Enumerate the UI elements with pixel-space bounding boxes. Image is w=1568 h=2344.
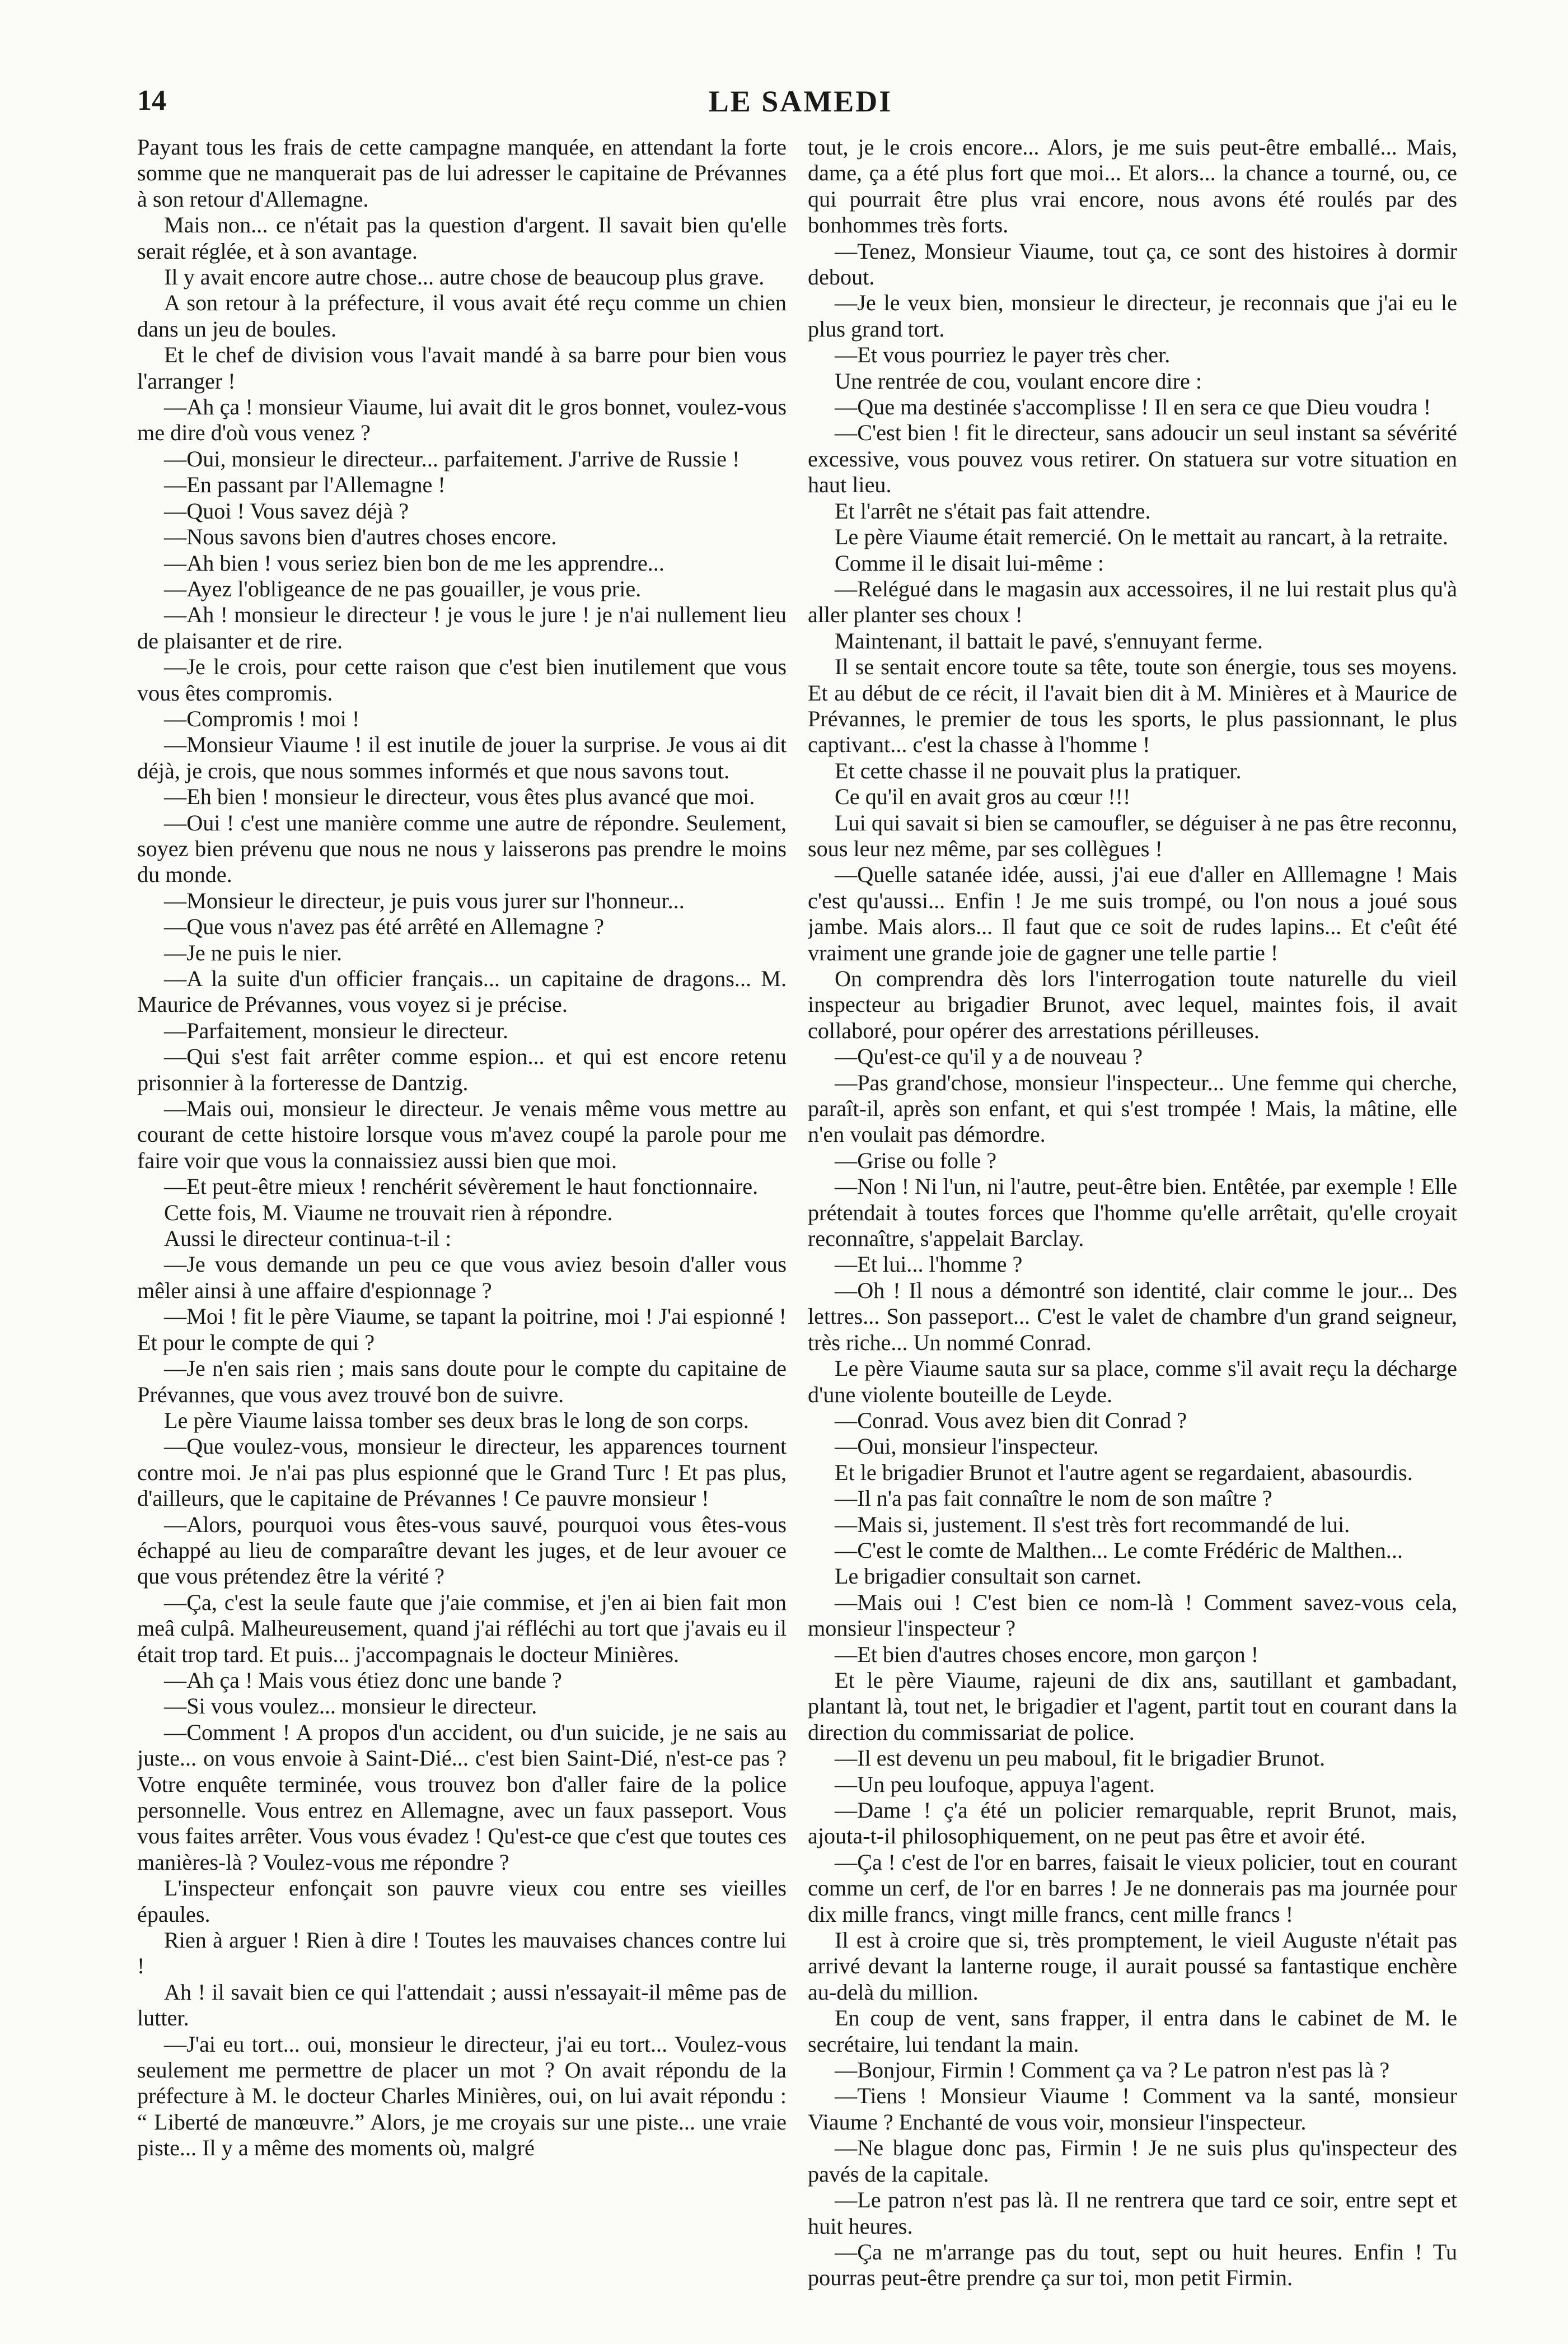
paragraph: —Il n'a pas fait connaître le nom de son maître ?	[835, 1486, 1272, 1511]
paragraph: —Dame ! ç'a été un policier remarquable, reprit Brunot, mais, ajouta-t-il philosophiquement, on ne peut pas être et avoir été.	[808, 1797, 1457, 1849]
paragraph: Il se sentait encore toute sa tête, toute son énergie, tous ses moyens. Et au début de ce récit, il l'avait bien dit à M. Minières et à Maurice de Prévannes, le premier de tous les sports, le plus passionnant, le plus captivant... c'est la chasse à l'homme !	[808, 654, 1457, 758]
paragraph: —Oui ! c'est une manière comme une autre de répondre. Seulement, soyez bien prévenu que nous ne nous y laisserons pas prendre le moins du monde.	[137, 810, 787, 888]
paragraph: —Oui, monsieur le directeur... parfaitement. J'arrive de Russie !	[164, 446, 740, 471]
page-number: 14	[137, 85, 166, 116]
paragraph: —Si vous voulez... monsieur le directeur.	[164, 1693, 537, 1719]
paragraph: —Comment ! A propos d'un accident, ou d'un suicide, je ne sais au juste... on vous envoie à Saint-Dié... c'est bien Saint-Dié, n'est-ce pas ? Votre enquête terminée, vous trouvez bon d'aller faire de la police personnelle. Vous entrez en Allemagne, avec un faux passeport. Vous vous faites arrêter. Vous vous évadez ! Qu'est-ce que c'est que toutes ces manières-là ? Voulez-vous me répondre ?	[137, 1719, 787, 1875]
paragraph: Cette fois, M. Viaume ne trouvait rien à répondre.	[164, 1199, 613, 1225]
paragraph: Et l'arrêt ne s'était pas fait attendre.	[835, 498, 1151, 524]
paragraph: —Un peu loufoque, appuya l'agent.	[835, 1771, 1155, 1797]
paragraph: On comprendra dès lors l'interrogation toute naturelle du vieil inspecteur au brigadier Brunot, avec lequel, maintes fois, il avait collaboré, pour opérer des arrestations périlleuses.	[808, 966, 1457, 1043]
paragraph: Le père Viaume laissa tomber ses deux bras le long de son corps.	[164, 1407, 749, 1433]
paragraph: —C'est le comte de Malthen... Le comte Frédéric de Malthen...	[835, 1537, 1403, 1563]
right-column	[808, 134, 1457, 2296]
paragraph: —Que vous n'avez pas été arrêté en Allemagne ?	[164, 914, 605, 940]
paragraph: —Je le veux bien, monsieur le directeur, je reconnais que j'ai eu le plus grand tort.	[808, 290, 1457, 342]
paragraph: —Oh ! Il nous a démontré son identité, clair comme le jour... Des lettres... Son passeport... C'est le valet de chambre d'un grand seigneur, très riche... Un nommé Conrad.	[808, 1277, 1457, 1355]
paragraph: Mais non... ce n'était pas la question d'argent. Il savait bien qu'elle serait réglée, et à son avantage.	[137, 212, 787, 264]
paragraph: —Que ma destinée s'accomplisse ! Il en sera ce que Dieu voudra !	[835, 394, 1431, 420]
paragraph: —Ça ! c'est de l'or en barres, faisait le vieux policier, tout en courant comme un cerf, de l'or en barres ! Je ne donnerais pas ma journée pour dix mille francs, vingt mille francs, cent mille francs !	[808, 1849, 1457, 1927]
paragraph: Le brigadier consultait son carnet.	[835, 1563, 1141, 1589]
paragraph: Maintenant, il battait le pavé, s'ennuyant ferme.	[835, 628, 1263, 653]
paragraph: —Qui s'est fait arrêter comme espion... et qui est encore retenu prisonnier à la forteresse de Dantzig.	[137, 1044, 787, 1095]
paragraph: —Ah ! monsieur le directeur ! je vous le jure ! je n'ai nullement lieu de plaisanter et de rire.	[137, 602, 787, 653]
paragraph: —Relégué dans le magasin aux accessoires, il ne lui restait plus qu'à aller planter ses choux !	[808, 576, 1457, 628]
paragraph: —Tenez, Monsieur Viaume, tout ça, ce sont des histoires à dormir debout.	[808, 238, 1457, 290]
paragraph: —Nous savons bien d'autres choses encore.	[164, 524, 557, 550]
paragraph: Il y avait encore autre chose... autre chose de beaucoup plus grave.	[164, 264, 765, 290]
paragraph: —Je ne puis le nier.	[164, 940, 343, 965]
paragraph: —Alors, pourquoi vous êtes-vous sauvé, pourquoi vous êtes-vous échappé au lieu de comparaître devant les juges, et de leur avouer ce que vous prétendez être la vérité ?	[137, 1511, 787, 1589]
paragraph: —Grise ou folle ?	[835, 1147, 997, 1173]
paragraph: —Pas grand'chose, monsieur l'inspecteur... Une femme qui cherche, paraît-il, après son enfant, et qui s'est trompée ! Mais, la mâtine, elle n'en voulait pas démordre.	[808, 1070, 1457, 1147]
paragraph: —Qu'est-ce qu'il y a de nouveau ?	[835, 1044, 1143, 1070]
paragraph: Lui qui savait si bien se camoufler, se déguiser à ne pas être reconnu, sous leur nez même, par ses collègues !	[808, 810, 1457, 861]
left-column	[137, 134, 787, 2296]
paragraph: —Ah ça ! monsieur Viaume, lui avait dit le gros bonnet, voulez-vous me dire d'où vous venez ?	[137, 394, 787, 446]
paragraph: Le père Viaume était remercié. On le mettait au rancart, à la retraite.	[835, 524, 1448, 550]
paragraph: —Et peut-être mieux ! renchérit sévèrement le haut fonctionnaire.	[164, 1174, 759, 1199]
paragraph: —Monsieur le directeur, je puis vous jurer sur l'honneur...	[164, 888, 685, 913]
paragraph: Le père Viaume sauta sur sa place, comme s'il avait reçu la décharge d'une violente bouteille de Leyde.	[808, 1356, 1457, 1407]
paragraph: —Mais si, justement. Il s'est très fort recommandé de lui.	[835, 1511, 1350, 1537]
paragraph: —Parfaitement, monsieur le directeur.	[164, 1017, 508, 1043]
paragraph: —Conrad. Vous avez bien dit Conrad ?	[835, 1407, 1187, 1433]
paragraph: —Oui, monsieur l'inspecteur.	[835, 1434, 1099, 1459]
paragraph: —Je le crois, pour cette raison que c'est bien inutilement que vous vous êtes compromis.	[137, 654, 787, 706]
paragraph: —Ayez l'obligeance de ne pas gouailler, je vous prie.	[164, 576, 642, 601]
paragraph: —C'est bien ! fit le directeur, sans adoucir un seul instant sa sévérité excessive, vous pouvez vous retirer. On statuera sur votre situation en haut lieu.	[808, 420, 1457, 498]
paragraph: —Mais oui, monsieur le directeur. Je venais même vous mettre au courant de cette histoire lorsque vous m'avez coupé la parole pour me faire voir que vous la connaissiez aussi bien que moi.	[137, 1096, 787, 1173]
paragraph: —Il est devenu un peu maboul, fit le brigadier Brunot.	[835, 1745, 1326, 1771]
paragraph: —Et bien d'autres choses encore, mon garçon !	[835, 1641, 1259, 1667]
paragraph: En coup de vent, sans frapper, il entra dans le cabinet de M. le secrétaire, lui tendant la main.	[808, 2005, 1457, 2057]
paragraph: Aussi le directeur continua-t-il :	[164, 1226, 452, 1252]
paragraph: —Non ! Ni l'un, ni l'autre, peut-être bien. Entêtée, par exemple ! Elle prétendait à toutes forces que l'homme qu'elle arrêtait, qu'elle croyait reconnaître, s'appelait Barclay.	[808, 1174, 1457, 1252]
paragraph: —Quelle satanée idée, aussi, j'ai eue d'aller en Alllemagne ! Mais c'est qu'aussi... Enfin ! Je me suis trompé, ou l'on nous a joué sous jambe. Mais alors... Il faut que ce soit de rudes lapins... Et c'eût été vraiment une grande joie de gagner une telle partie !	[808, 862, 1457, 965]
paragraph: Une rentrée de cou, voulant encore dire :	[835, 368, 1202, 394]
paragraph: Et le chef de division vous l'avait mandé à sa barre pour bien vous l'arranger !	[137, 342, 787, 394]
paragraph: —Compromis ! moi !	[164, 706, 360, 731]
paragraph: Ah ! il savait bien ce qui l'attendait ; aussi n'essayait-il même pas de lutter.	[137, 1979, 787, 2031]
paragraph: Et le père Viaume, rajeuni de dix ans, sautillant et gambadant, plantant là, tout net, le brigadier et l'agent, partit tout en courant dans la direction du commissariat de police.	[808, 1667, 1457, 1745]
paragraph: —Tiens ! Monsieur Viaume ! Comment va la santé, monsieur Viaume ? Enchanté de vous voir, monsieur l'inspecteur.	[808, 2083, 1457, 2135]
paragraph: Il est à croire que si, très promptement, le vieil Auguste n'était pas arrivé devant la lanterne rouge, il aurait poussé sa fantastique enchère au-delà du million.	[808, 1927, 1457, 2005]
paragraph: —Quoi ! Vous savez déjà ?	[164, 498, 409, 524]
paragraph: —Ça ne m'arrange pas du tout, sept ou huit heures. Enfin ! Tu pourras peut-être prendre ça sur toi, mon petit Firmin.	[808, 2239, 1457, 2291]
paragraph: Et cette chasse il ne pouvait plus la pratiquer.	[835, 758, 1242, 783]
paragraph: —Ah bien ! vous seriez bien bon de me les apprendre...	[164, 550, 664, 576]
paragraph: —Et lui... l'homme ?	[835, 1252, 1023, 1277]
paragraph: —Le patron n'est pas là. Il ne rentrera que tard ce soir, entre sept et huit heures.	[808, 2187, 1457, 2239]
paragraph: —A la suite d'un officier français... un capitaine de dragons... M. Maurice de Prévannes, vous voyez si je précise.	[137, 966, 787, 1017]
paragraph: —Et vous pourriez le payer très cher.	[835, 342, 1171, 368]
paragraph: L'inspecteur enfonçait son pauvre vieux cou entre ses vieilles épaules.	[137, 1875, 787, 1927]
paragraph: Comme il le disait lui-même :	[835, 550, 1104, 576]
paragraph: Ce qu'il en avait gros au cœur !!!	[835, 784, 1131, 810]
paragraph: Et le brigadier Brunot et l'autre agent se regardaient, abasourdis.	[835, 1459, 1413, 1485]
page-header	[137, 84, 1464, 134]
paragraph: —Mais oui ! C'est bien ce nom-là ! Comment savez-vous cela, monsieur l'inspecteur ?	[808, 1589, 1457, 1641]
paragraph: —Ne blague donc pas, Firmin ! Je ne suis plus qu'inspecteur des pavés de la capitale.	[808, 2135, 1457, 2187]
paragraph: —J'ai eu tort... oui, monsieur le directeur, j'ai eu tort... Voulez-vous seulement me permettre de placer un mot ? On avait répondu de la préfecture à M. le docteur Charles Minières, oui, on lui avait répondu : “ Liberté de manœuvre.” Alors, je me croyais sur une piste... une vraie piste... Il y a même des moments où, malgré	[137, 2031, 787, 2161]
paragraph: —En passant par l'Allemagne !	[164, 472, 446, 498]
paragraph: —Monsieur Viaume ! il est inutile de jouer la surprise. Je vous ai dit déjà, je crois, que nous sommes informés et que nous savons tout.	[137, 732, 787, 783]
paragraph: Payant tous les frais de cette campagne manquée, en attendant la forte somme que ne manquerait pas de lui adresser le capitaine de Prévannes à son retour d'Allemagne.	[137, 134, 787, 212]
paragraph: Rien à arguer ! Rien à dire ! Toutes les mauvaises chances contre lui !	[137, 1927, 787, 1979]
paragraph: —Bonjour, Firmin ! Comment ça va ? Le patron n'est pas là ?	[835, 2057, 1390, 2083]
paragraph: —Ah ça ! Mais vous étiez donc une bande ?	[164, 1667, 562, 1693]
paragraph: A son retour à la préfecture, il vous avait été reçu comme un chien dans un jeu de boules.	[137, 290, 787, 342]
paragraph: —Je n'en sais rien ; mais sans doute pour le compte du capitaine de Prévannes, que vous avez trouvé bon de suivre.	[137, 1356, 787, 1407]
paragraph: —Que voulez-vous, monsieur le directeur, les apparences tournent contre moi. Je n'ai pas plus espionné que le Grand Turc ! Et pas plus, d'ailleurs, que le capitaine de Prévannes ! Ce pauvre monsieur !	[137, 1434, 787, 1511]
paragraph: —Eh bien ! monsieur le directeur, vous êtes plus avancé que moi.	[164, 784, 755, 810]
running-title: LE SAMEDI	[708, 85, 893, 118]
paragraph: tout, je le crois encore... Alors, je me suis peut-être emballé... Mais, dame, ça a été plus fort que moi... Et alors... la chance a tourné, ou, ce qui pourrait être plus vrai encore, nous avons été roulés par des bonhommes très forts.	[808, 134, 1457, 238]
paragraph: —Ça, c'est la seule faute que j'aie commise, et j'en ai bien fait mon meâ culpâ. Malheureusement, quand j'ai réfléchi au tort que j'avais eu il était trop tard. Et puis... j'accompagnais le docteur Minières.	[137, 1589, 787, 1667]
paragraph: —Moi ! fit le père Viaume, se tapant la poitrine, moi ! J'ai espionné ! Et pour le compte de qui ?	[137, 1304, 787, 1355]
paragraph: —Je vous demande un peu ce que vous aviez besoin d'aller vous mêler ainsi à une affaire d'espionnage ?	[137, 1252, 787, 1303]
